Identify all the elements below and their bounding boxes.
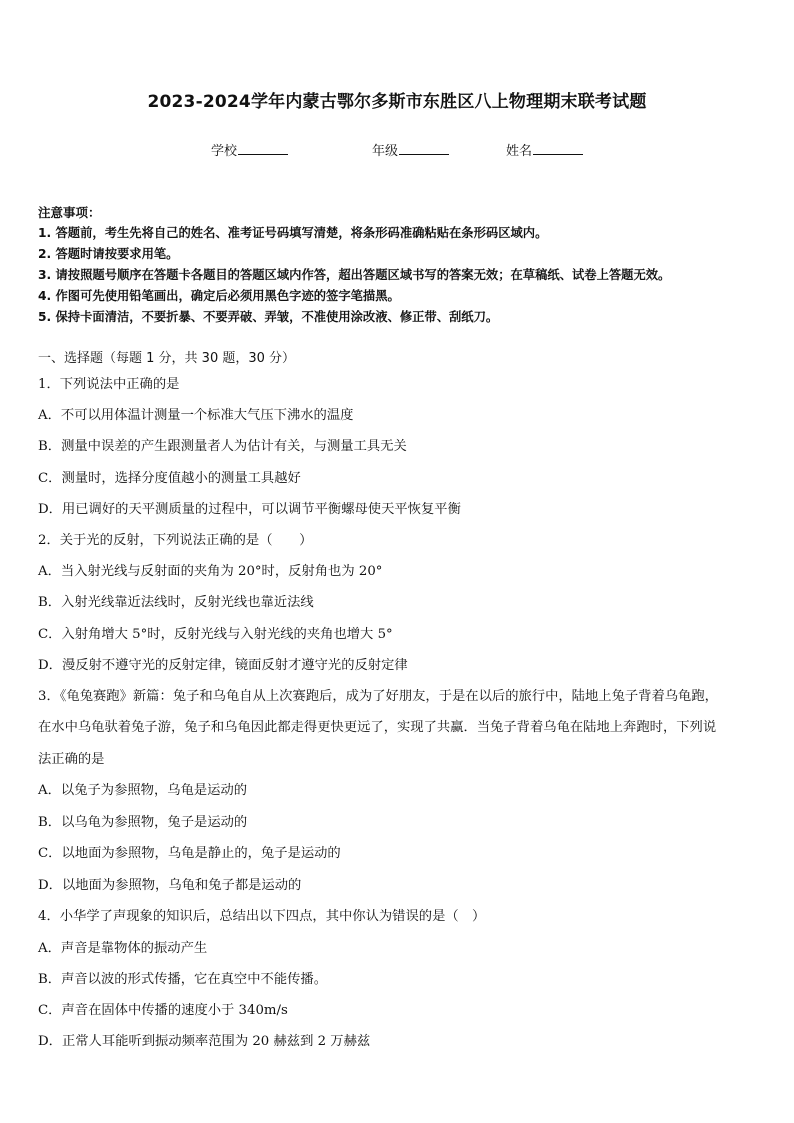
question-3 xyxy=(38,681,760,902)
option-d: D．用已调好的天平测质量的过程中，可以调节平衡螺母使天平恢复平衡 xyxy=(38,501,461,517)
option-b: B．测量中误差的产生跟测量者人为估计有关，与测量工具无关 xyxy=(38,439,407,455)
option-a: A．以兔子为参照物，乌龟是运动的 xyxy=(38,783,248,799)
grade-label: 年级 xyxy=(372,144,399,159)
question-1 xyxy=(38,369,760,525)
option-d: D．漫反射不遵守光的反射定律，镜面反射才遵守光的反射定律 xyxy=(38,657,408,673)
grade-field xyxy=(372,140,449,159)
name-label: 姓名 xyxy=(506,144,533,159)
grade-blank xyxy=(399,142,449,155)
questions-container xyxy=(38,369,760,1057)
option-c: C．测量时，选择分度值越小的测量工具越好 xyxy=(38,470,301,486)
notes-list xyxy=(38,223,768,328)
notes-heading: 注意事项： xyxy=(38,205,101,220)
option-a: A．当入射光线与反射面的夹角为 20°时，反射角也为 20° xyxy=(38,564,383,580)
school-blank xyxy=(238,142,288,155)
question-stem: 4．小华学了声现象的知识后，总结出以下四点，其中你认为错误的是（ ） xyxy=(38,909,486,925)
option-d: D．正常人耳能听到振动频率范围为 20 赫兹到 2 万赫兹 xyxy=(38,1034,371,1050)
student-info-row xyxy=(0,140,794,160)
question-stem: 1．下列说法中正确的是 xyxy=(38,377,180,392)
option-c: C．声音在固体中传播的速度小于 340m/s xyxy=(38,1002,288,1018)
note-item: 1. 答题前，考生先将自己的姓名、准考证号码填写清楚，将条形码准确粘贴在条形码区域内。 xyxy=(38,226,548,240)
note-item: 4. 作图可先使用铅笔画出，确定后必须用黑色字迹的签字笔描黑。 xyxy=(38,289,400,303)
section-heading: 一、选择题（每题 1 分，共 30 题，30 分） xyxy=(38,351,296,366)
option-a: A．不可以用体温计测量一个标准大气压下沸水的温度 xyxy=(38,408,354,424)
note-item: 3. 请按照题号顺序在答题卡各题目的答题区域内作答，超出答题区域书写的答案无效；在草稿纸、试卷上答题无效。 xyxy=(38,268,671,282)
question-2 xyxy=(38,525,760,681)
option-b: B．入射光线靠近法线时，反射光线也靠近法线 xyxy=(38,595,314,611)
question-stem-line: 在水中乌龟驮着兔子游，兔子和乌龟因此都走得更快更远了，实现了共赢．当兔子背着乌龟在陆地上奔跑时，下列说 xyxy=(38,720,717,736)
option-c: C．入射角增大 5°时，反射光线与入射光线的夹角也增大 5° xyxy=(38,626,393,642)
question-stem-line: 3．《龟兔赛跑》新篇：兔子和乌龟自从上次赛跑后，成为了好朋友，于是在以后的旅行中，陆地上兔子背着乌龟跑， xyxy=(38,688,718,704)
exam-title: 2023-2024学年内蒙古鄂尔多斯市东胜区八上物理期末联考试题 xyxy=(147,92,647,112)
option-c: C．以地面为参照物，乌龟是静止的，兔子是运动的 xyxy=(38,846,341,862)
school-label: 学校 xyxy=(211,144,238,159)
option-b: B．声音以波的形式传播，它在真空中不能传播。 xyxy=(38,971,328,987)
question-stem: 2．关于光的反射，下列说法正确的是（ ） xyxy=(38,532,313,548)
name-blank xyxy=(533,142,583,155)
question-stem-line: 法正确的是 xyxy=(38,751,105,767)
note-item: 2. 答题时请按要求用笔。 xyxy=(38,247,179,261)
option-b: B．以乌龟为参照物，兔子是运动的 xyxy=(38,814,248,830)
note-item: 5. 保持卡面清洁，不要折暴、不要弄破、弄皱，不准使用涂改液、修正带、刮纸刀。 xyxy=(38,310,499,324)
school-field xyxy=(211,140,288,159)
option-a: A．声音是靠物体的振动产生 xyxy=(38,940,208,956)
option-d: D．以地面为参照物，乌龟和兔子都是运动的 xyxy=(38,877,302,893)
name-field xyxy=(506,140,583,159)
question-4 xyxy=(38,901,760,1057)
